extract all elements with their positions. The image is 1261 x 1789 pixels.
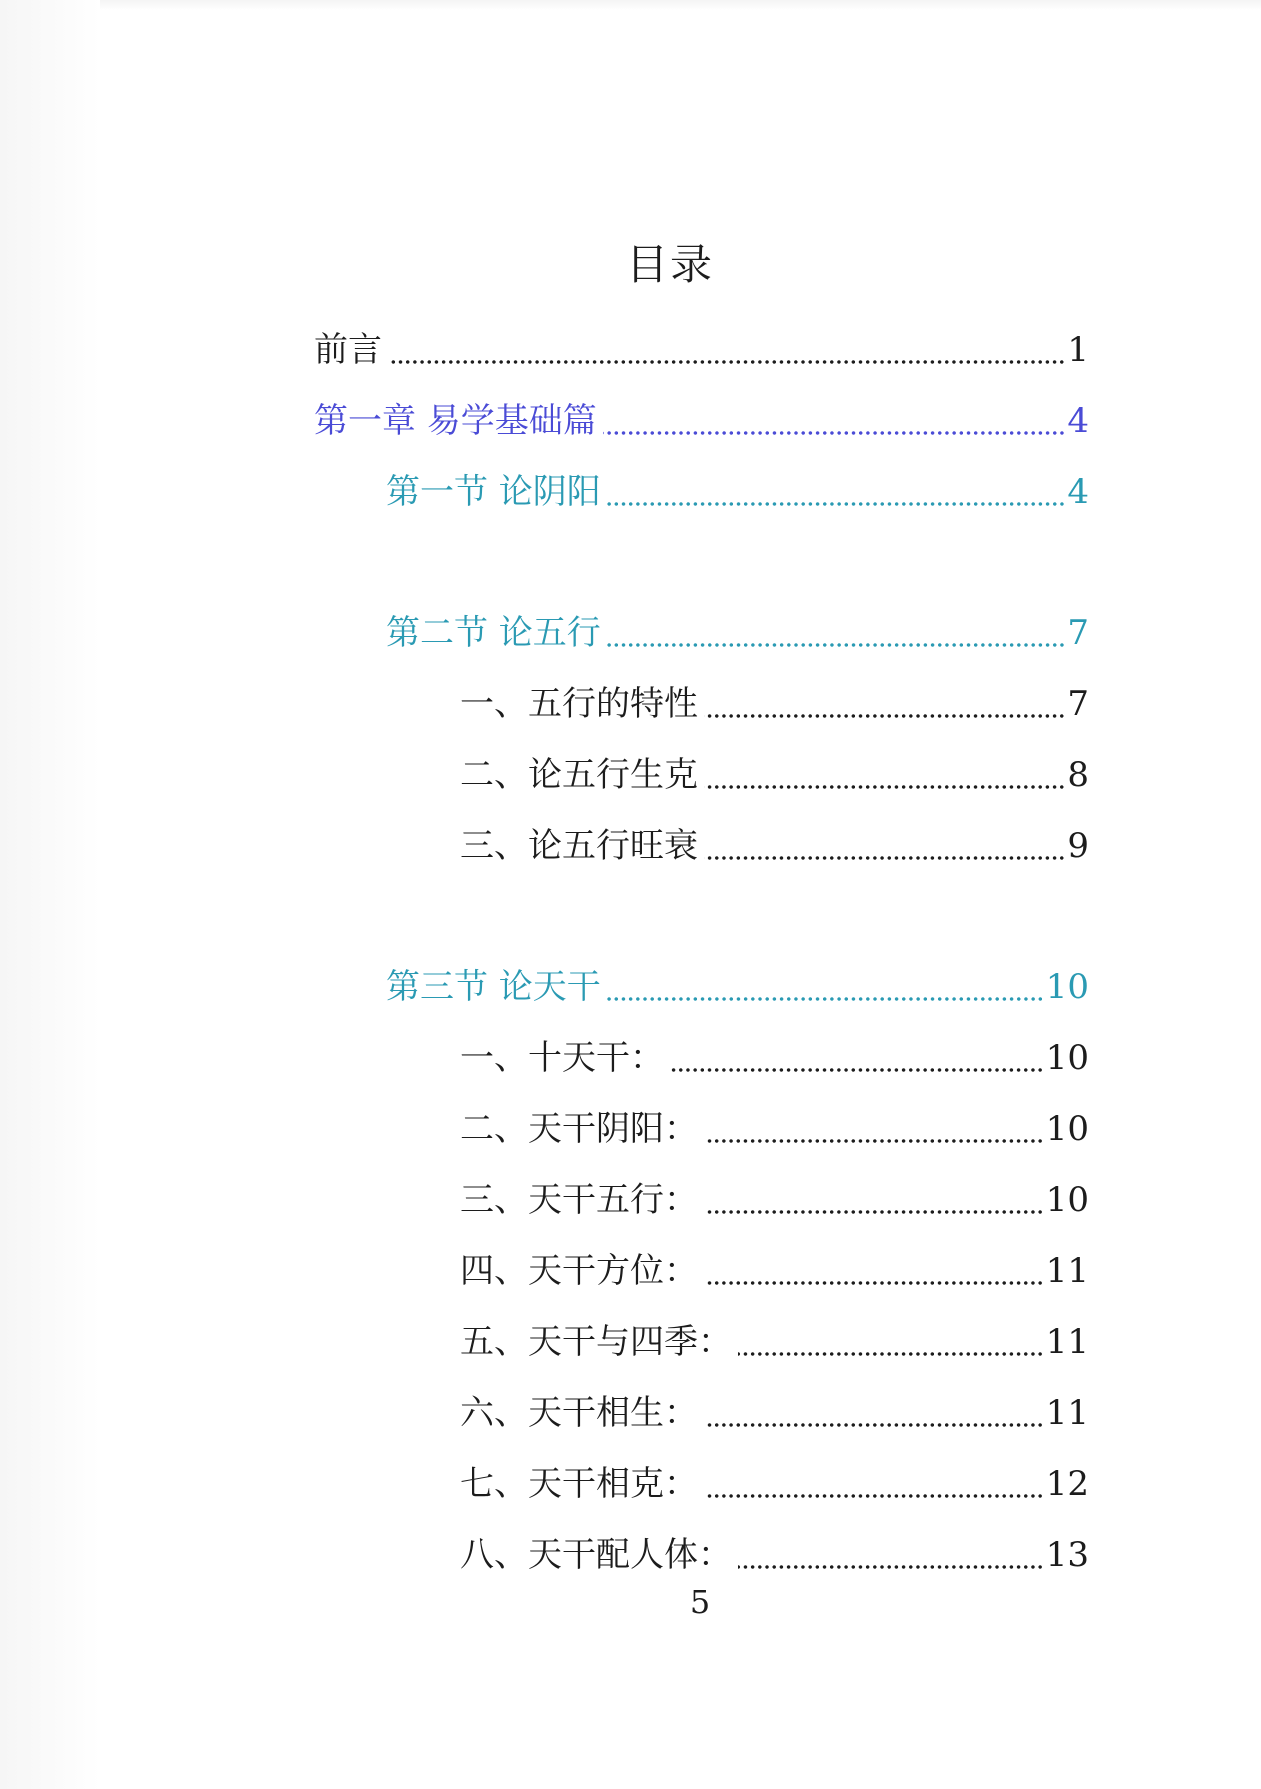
toc-entry-page: 10 xyxy=(1045,1038,1089,1078)
toc-entry-subsection[interactable] xyxy=(460,1531,1089,1579)
toc-entry-subsection[interactable] xyxy=(460,751,1089,799)
toc-entry-subsection[interactable] xyxy=(460,1460,1089,1508)
dot-leader xyxy=(738,1352,1044,1356)
page-number: 5 xyxy=(689,1583,711,1621)
toc-entry-label: 三、天干五行： xyxy=(460,1180,698,1220)
toc-entry-subsection[interactable] xyxy=(460,822,1089,870)
toc-entry-chapter-1[interactable] xyxy=(314,397,1089,445)
toc-entry-page: 12 xyxy=(1045,1464,1089,1504)
dot-leader xyxy=(603,431,1066,435)
dot-leader xyxy=(607,643,1066,647)
toc-entry-label: 三、论五行旺衰 xyxy=(460,826,698,866)
toc-entry-label: 二、论五行生克 xyxy=(460,755,698,795)
toc-entry-subsection[interactable] xyxy=(460,1247,1089,1295)
toc-entry-page: 11 xyxy=(1045,1322,1089,1362)
toc-entry-subsection[interactable] xyxy=(460,1318,1089,1366)
dot-leader xyxy=(704,1139,1044,1143)
toc-entry-page: 7 xyxy=(1067,613,1089,653)
dot-leader xyxy=(704,785,1065,789)
toc-entry-page: 10 xyxy=(1045,1180,1089,1220)
toc-entry-page: 4 xyxy=(1067,401,1089,441)
dot-leader xyxy=(738,1565,1044,1569)
dot-leader xyxy=(607,997,1044,1001)
toc-entry-subsection[interactable] xyxy=(460,1389,1089,1437)
toc-entry-page: 11 xyxy=(1045,1251,1089,1291)
toc-title: 目录 xyxy=(625,240,714,289)
toc-entry-preface[interactable] xyxy=(314,326,1089,374)
toc-entry-subsection[interactable] xyxy=(460,680,1089,728)
dot-leader xyxy=(670,1068,1044,1072)
toc-entry-page: 13 xyxy=(1045,1535,1089,1575)
toc-entry-page: 4 xyxy=(1067,472,1089,512)
dot-leader xyxy=(704,1281,1044,1285)
toc-entry-label: 第一章 易学基础篇 xyxy=(314,401,597,441)
toc-entry-label: 二、天干阴阳： xyxy=(460,1109,698,1149)
toc-entry-section-2[interactable] xyxy=(386,609,1089,657)
toc-entry-page: 10 xyxy=(1045,967,1089,1007)
scan-shadow-top xyxy=(100,0,1261,10)
toc-entry-subsection[interactable] xyxy=(460,1176,1089,1224)
toc-entry-page: 11 xyxy=(1045,1393,1089,1433)
toc-entry-label: 第三节 论天干 xyxy=(386,967,601,1007)
toc-entry-label: 四、天干方位： xyxy=(460,1251,698,1291)
toc-entry-section-1[interactable] xyxy=(386,468,1089,516)
toc-entry-label: 六、天干相生： xyxy=(460,1393,698,1433)
toc-entry-label: 五、天干与四季： xyxy=(460,1322,732,1362)
toc-entry-label: 第一节 论阴阳 xyxy=(386,472,601,512)
dot-leader xyxy=(704,1423,1044,1427)
toc-entry-label: 七、天干相克： xyxy=(460,1464,698,1504)
toc-entry-label: 第二节 论五行 xyxy=(386,613,601,653)
toc-entry-page: 7 xyxy=(1067,684,1089,724)
toc-entry-label: 前言 xyxy=(314,330,382,370)
dot-leader xyxy=(704,714,1065,718)
toc-entry-label: 一、五行的特性 xyxy=(460,684,698,724)
dot-leader xyxy=(704,1494,1044,1498)
dot-leader xyxy=(704,856,1065,860)
dot-leader xyxy=(607,502,1066,506)
dot-leader xyxy=(388,360,1065,364)
toc-entry-subsection[interactable] xyxy=(460,1105,1089,1153)
toc-entry-page: 9 xyxy=(1067,826,1089,866)
toc-entry-label: 一、十天干： xyxy=(460,1038,664,1078)
toc-entry-page: 1 xyxy=(1067,330,1089,370)
toc-entry-label: 八、天干配人体： xyxy=(460,1535,732,1575)
toc-entry-page: 8 xyxy=(1067,755,1089,795)
dot-leader xyxy=(704,1210,1044,1214)
toc-entry-subsection[interactable] xyxy=(460,1034,1089,1082)
toc-entry-section-3[interactable] xyxy=(386,963,1089,1011)
toc-entry-page: 10 xyxy=(1045,1109,1089,1149)
